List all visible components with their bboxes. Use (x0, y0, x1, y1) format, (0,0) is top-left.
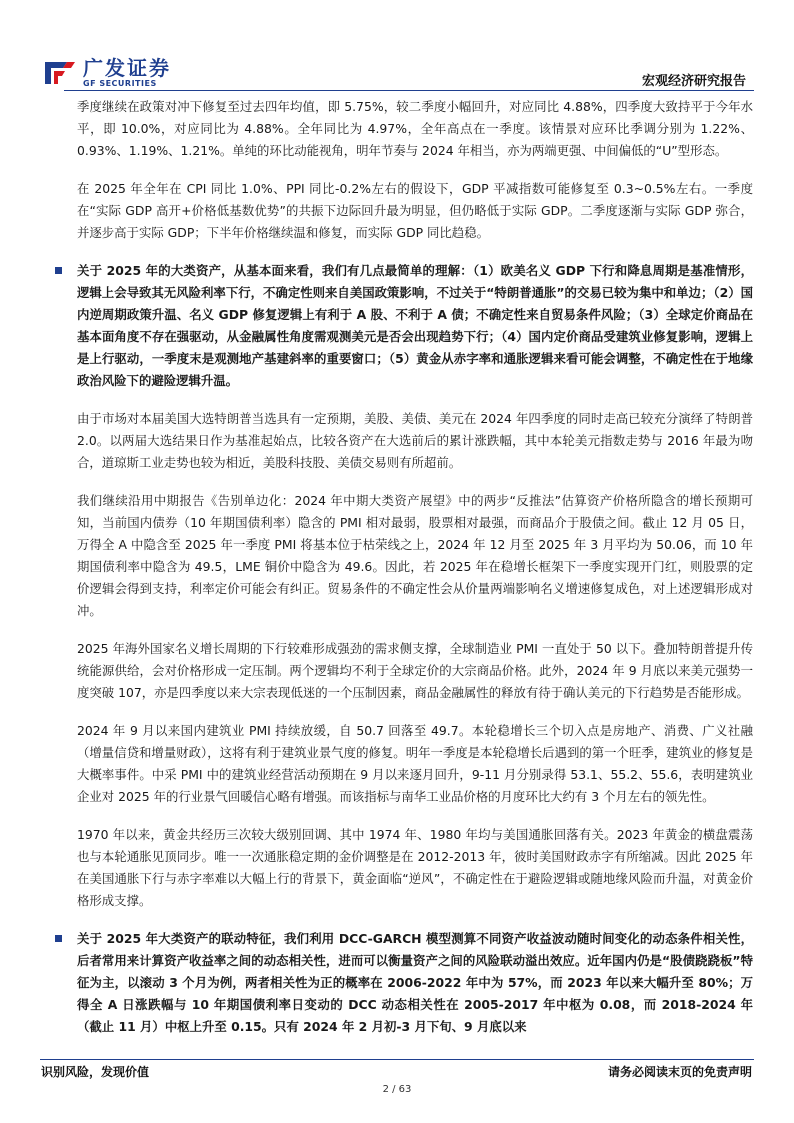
body-paragraph-2: 在 2025 年全年在 CPI 同比 1.0%、PPI 同比-0.2%左右的假设下，GDP 平减指数可能修复至 0.3~0.5%左右。一季度在“实际 GDP 高开+价格低基数优势”的共振下边际回升最为明显，但仍略低于实际 GDP。二季度逐渐与实际 GDP 弥合，并逐步高于实际 GDP；下半年价格继续温和修复，而实际 GDP 同比趋稳。 (77, 181, 753, 240)
logo-chinese-name: 广发证券 (83, 56, 171, 80)
header-divider (64, 90, 754, 91)
bullet-square-icon (55, 267, 62, 274)
footer-divider (40, 1059, 754, 1060)
bullet-text: 关于 2025 年的大类资产，从基本面来看，我们有几点最简单的理解：（1）欧美名义 GDP 下行和降息周期是基准情形，逻辑上会导致其无风险利率下行，不确定性则来自美国政策影响，不过关于“特朗普通胀”的交易已较为集中和单边；（2）国内逆周期政策升温、名义 GDP 修复逻辑上有利于 A 股、不利于 A 债；不确定性来自贸易条件风险；（3）全球定价商品在基本面角度不存在强驱动，从金融属性角度需观测美元是否会出现趋势下行；（4）国内定价商品受建筑业修复影响，逻辑上是上行驱动，一季度末是观测地产基建斜率的重要窗口；（5）黄金从赤字率和通胀逻辑来看可能会调整，不确定性在于地缘政治风险下的避险逻辑升温。 (77, 263, 753, 388)
body-paragraph-3: 由于市场对本届美国大选特朗普当选具有一定预期，美股、美债、美元在 2024 年四季度的同时走高已较充分演绎了特朗普 2.0。以两届大选结果日作为基准起始点，比较各资产在大选前后的累计涨跌幅，其中本轮美元指数走势与 2016 年最为吻合，道琼斯工业走势也较为相近，美股科技股、美债交易则有所超前。 (77, 411, 753, 470)
body-paragraph-6: 2024 年 9 月以来国内建筑业 PMI 持续放缓，自 50.7 回落至 49.7。本轮稳增长三个切入点是房地产、消费、广义社融（增量信贷和增量财政），这将有利于建筑业景气度的修复。明年一季度是本轮稳增长后遇到的第一个旺季，建筑业的修复是大概率事件。中采 PMI 中的建筑业经营活动预期在 9 月以来逐月回升，9-11 月分别录得 53.1、55.2、55.6，表明建筑业企业对 2025 年的行业景气回暖信心略有增强。而该指标与南华工业品价格的月度环比大约有 3 个月左右的领先性。 (77, 723, 753, 804)
bullet-text: 关于 2025 年大类资产的联动特征，我们利用 DCC-GARCH 模型测算不同资产收益波动随时间变化的动态条件相关性，后者常用来计算资产收益率之间的动态相关性，进而可以衡量资产之间的风险联动溢出效应。近年国内仍是“股债跷跷板”特征为主，以滚动 3 个月为例，两者相关性为正的概率在 2006-2022 年中为 57%，而 2023 年以来大幅升至 80%；万得全 A 日涨跌幅与 10 年期国债利率日变动的 DCC 动态相关性在 2005-2017 年中枢为 0.08，而 2018-2024 年（截止 11 月）中枢上升至 0.15。只有 2024 年 2 月初-3 月下旬、9 月底以来 (77, 931, 753, 1034)
report-type-label: 宏观经济研究报告 (641, 74, 746, 89)
key-point-asset-outlook (77, 260, 753, 392)
bullet-square-icon (55, 935, 62, 942)
gf-logo-icon (41, 56, 79, 90)
body-paragraph-5: 2025 年海外国家名义增长周期的下行较难形成强劲的需求侧支撑，全球制造业 PMI 一直处于 50 以下。叠加特朗普提升传统能源供给，会对价格形成一定压制。两个逻辑均不利于全球定价的大宗商品价格。此外，2024 年 9 月底以来美元强势一度突破 107，亦是四季度以来大宗表现低迷的一个压制因素，商品金融属性的释放有待于确认美元的下行趋势是否能形成。 (77, 641, 753, 700)
footer-slogan: 识别风险，发现价值 (41, 1065, 150, 1079)
report-body (77, 96, 753, 1054)
footer-disclaimer-note: 请务必阅读末页的免责声明 (607, 1065, 752, 1079)
key-point-asset-correlation (77, 928, 753, 1038)
page-header (0, 0, 794, 95)
gf-securities-logo (41, 56, 171, 90)
body-paragraph-1: 季度继续在政策对冲下修复至过去四年均值，即 5.75%，较二季度小幅回升，对应同比 4.88%，四季度大致持平于今年水平，即 10.0%，对应同比为 4.88%。全年同比为 4.97%，全年高点在一季度。该情景对应环比季调分别为 1.22%、0.93%、1.19%、1.21%。单纯的环比动能视角，明年节奏与 2024 年相当，亦为两端更强、中间偏低的“U”型形态。 (77, 99, 753, 158)
body-paragraph-7: 1970 年以来，黄金共经历三次较大级别回调、其中 1974 年、1980 年均与美国通胀回落有关。2023 年黄金的横盘震荡也与本轮通胀见顶同步。唯一一次通胀稳定期的金价调整是在 2012-2013 年，彼时美国财政赤字有所缩减。因此 2025 年在美国通胀下行与赤字率难以大幅上行的背景下，黄金面临“逆风”，不确定性在于避险逻辑或随地缘风险而升温，对黄金价格形成支撑。 (77, 827, 753, 908)
page-number: 2 / 63 (382, 1084, 412, 1095)
logo-english-name: GF SECURITIES (83, 79, 157, 88)
body-paragraph-4: 我们继续沿用中期报告《告别单边化：2024 年中期大类资产展望》中的两步“反推法”估算资产价格所隐含的增长预期可知，当前国内债券（10 年期国债利率）隐含的 PMI 相对最弱，股票相对最强，而商品介于股债之间。截止 12 月 05 日，万得全 A 中隐含至 2025 年一季度 PMI 将基本位于枯荣线之上，2024 年 12 月至 2025 年 3 月平均为 50.06，而 10 年期国债利率中隐含为 49.5，LME 铜价中隐含为 49.6。因此，若 2025 年在稳增长框架下一季度实现开门红，则股票的定价逻辑会得到支持，利率定价可能会有纠正。贸易条件的不确定性会从价量两端影响名义增速修复成色，对上述逻辑形成对冲。 (77, 493, 753, 618)
